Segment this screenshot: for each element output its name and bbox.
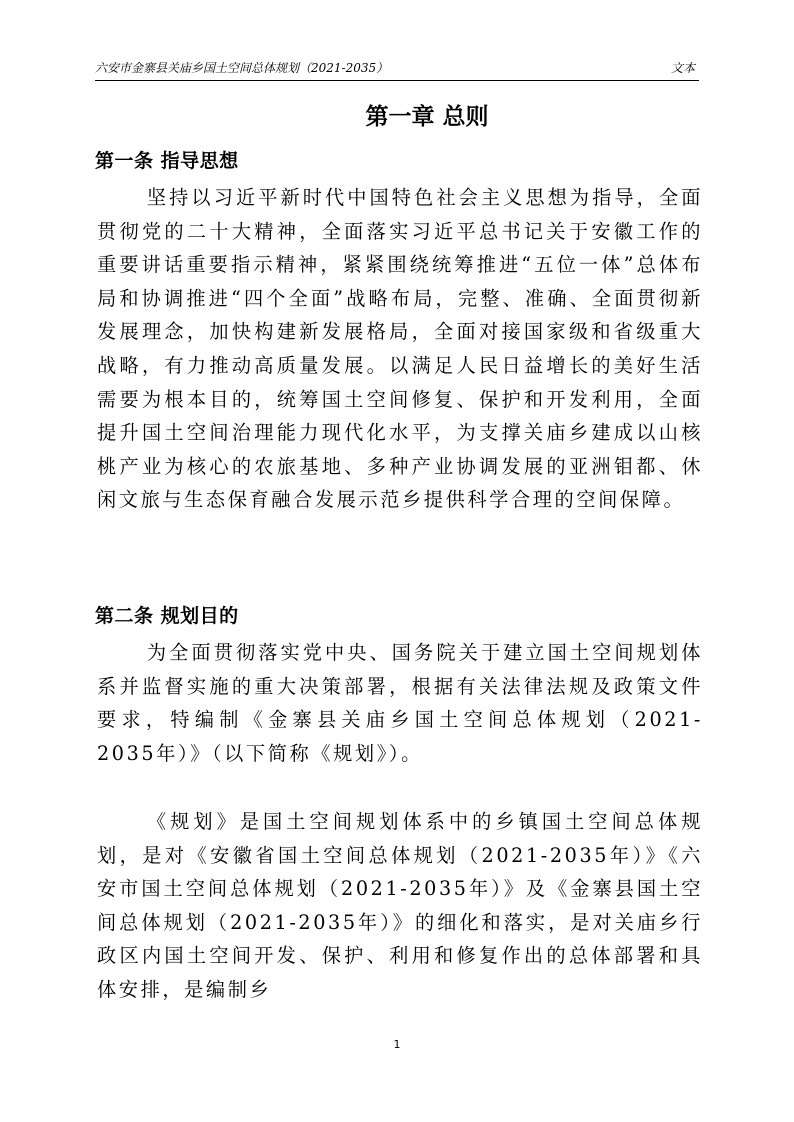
page-number: 1 <box>393 1038 401 1051</box>
article-heading-1: 第一条 指导思想 <box>95 150 239 172</box>
chapter-title: 第一章 总则 <box>365 104 489 130</box>
article-1-paragraph-1: 坚持以习近平新时代中国特色社会主义思想为指导，全面贯彻党的二十大精神，全面落实习近平总书记关于安徽工作的重要讲话重要指示精神，紧紧围绕统筹推进“五位一体”总体布局和协调推进“四个全面”战略布局，完整、准确、全面贯彻新发展理念，加快构建新发展格局，全面对接国家级和省级重大战略，有力推动高质量发展。以满足人民日益增长的美好生活需要为根本目的，统筹国土空间修复、保护和开发利用，全面提升国土空间治理能力现代化水平，为支撑关庙乡建成以山核桃产业为核心的农旅基地、多种产业协调发展的亚洲钼都、休闲文旅与生态保育融合发展示范乡提供科学合理的空间保障。 <box>97 186 703 512</box>
article-2-paragraph-2: 《规划》是国土空间规划体系中的乡镇国土空间总体规划，是对《安徽省国土空间总体规划（2021-2035年）》《六安市国土空间总体规划（2021-2035年）》及《金寨县国土空间总体规划（2021-2035年）》的细化和落实，是对关庙乡行政区内国土空间开发、保护、利用和修复作出的总体部署和具体安排，是编制乡 <box>97 810 703 1001</box>
header-title: 六安市金寨县关庙乡国土空间总体规划（2021-2035） <box>95 61 389 75</box>
article-heading-2: 第二条 规划目的 <box>95 605 239 627</box>
header-doc-type: 文本 <box>670 61 695 75</box>
page-header <box>95 58 699 81</box>
article-2-paragraph-1: 为全面贯彻落实党中央、国务院关于建立国土空间规划体系并监督实施的重大决策部署，根据有关法律法规及政策文件要求，特编制《金寨县关庙乡国土空间总体规划（2021-2035年）》（以下简称《规划》）。 <box>97 641 703 765</box>
